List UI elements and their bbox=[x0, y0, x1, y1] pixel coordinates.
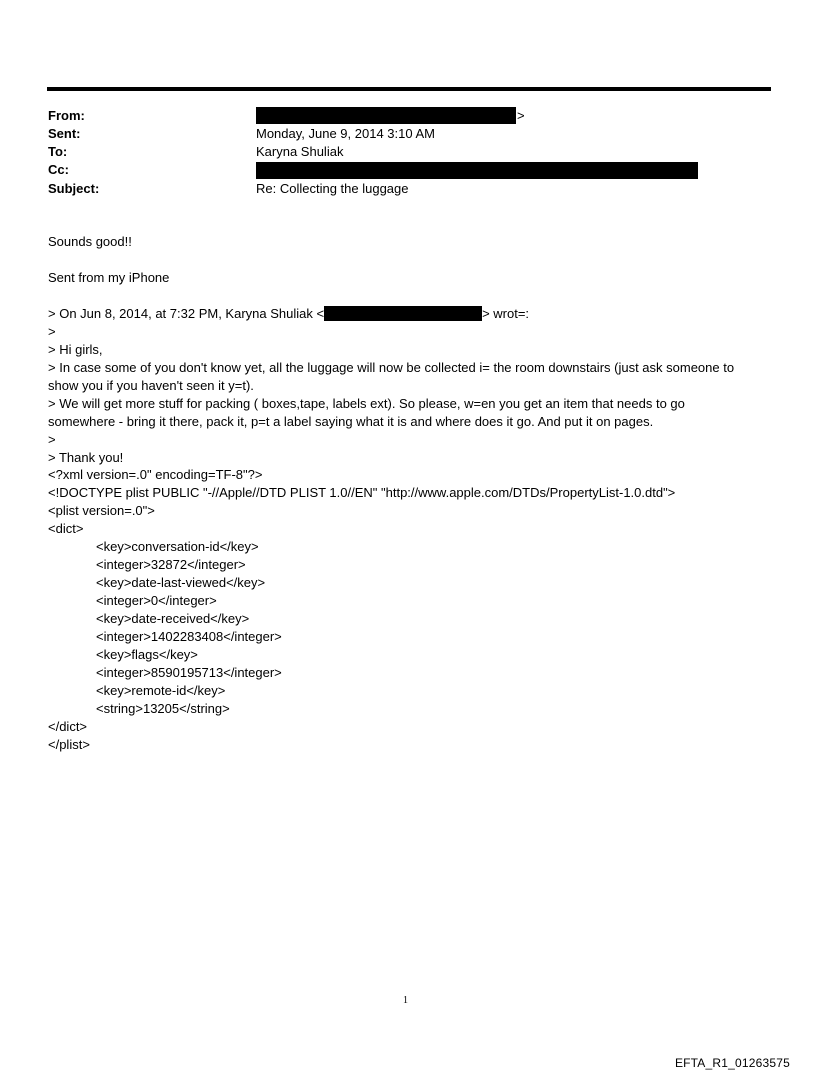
quote-blank-2: > bbox=[48, 432, 56, 447]
quote-intro bbox=[48, 306, 529, 321]
plist-entry: <key>date-last-viewed</key> bbox=[96, 575, 266, 590]
plist-entry: <string>13205</string> bbox=[96, 701, 230, 716]
plist-entry: <key>flags</key> bbox=[96, 647, 198, 662]
from-label: From: bbox=[48, 108, 85, 123]
quote-greeting: > Hi girls, bbox=[48, 342, 103, 357]
plist-xml-declaration: <?xml version=.0" encoding=TF-8"?> bbox=[48, 467, 263, 482]
plist-entry: <key>remote-id</key> bbox=[96, 683, 226, 698]
top-rule bbox=[47, 87, 771, 91]
to-value: Karyna Shuliak bbox=[256, 144, 344, 159]
from-suffix: > bbox=[517, 108, 525, 123]
body-line-sounds-good: Sounds good!! bbox=[48, 234, 132, 249]
quote-intro-prefix: > On Jun 8, 2014, at 7:32 PM, Karyna Shuliak < bbox=[48, 306, 325, 321]
plist-entry: <integer>1402283408</integer> bbox=[96, 629, 282, 644]
plist-entry: <integer>32872</integer> bbox=[96, 557, 246, 572]
plist-entry: <integer>0</integer> bbox=[96, 593, 217, 608]
bates-number: EFTA_R1_01263575 bbox=[674, 1056, 790, 1070]
body-line-sent-from: Sent from my iPhone bbox=[48, 270, 170, 285]
to-label: To: bbox=[48, 144, 68, 159]
plist-entry: <key>conversation-id</key> bbox=[96, 539, 259, 554]
plist-entry: <integer>8590195713</integer> bbox=[96, 665, 282, 680]
quote-paragraph-2a: > We will get more stuff for packing ( boxes,tape, labels ext). So please, w=en you get an item that needs to go bbox=[48, 396, 685, 411]
cc-redaction bbox=[256, 162, 698, 179]
dict-open: <dict> bbox=[48, 521, 84, 536]
quote-paragraph-1a: > In case some of you don't know yet, all the luggage will now be collected i= the room downstairs (just ask someone to bbox=[48, 360, 735, 375]
plist-doctype: <!DOCTYPE plist PUBLIC "-//Apple//DTD PLIST 1.0//EN" "http://www.apple.com/DTDs/PropertyList-1.0.dtd"> bbox=[48, 485, 676, 500]
plist-entry: <key>date-received</key> bbox=[96, 611, 250, 626]
email-redaction bbox=[324, 306, 482, 321]
sent-label: Sent: bbox=[48, 126, 81, 141]
subject-label: Subject: bbox=[48, 181, 100, 196]
quote-thanks: > Thank you! bbox=[48, 450, 124, 465]
cc-label: Cc: bbox=[48, 162, 69, 177]
subject-value: Re: Collecting the luggage bbox=[256, 181, 409, 196]
dict-close: </dict> bbox=[48, 719, 88, 734]
sent-value: Monday, June 9, 2014 3:10 AM bbox=[256, 126, 435, 141]
quote-paragraph-1b: show you if you haven't seen it y=t). bbox=[48, 378, 254, 393]
quote-intro-suffix: > wrot=: bbox=[482, 306, 530, 321]
quote-blank-1: > bbox=[48, 324, 56, 339]
from-redaction bbox=[256, 107, 516, 124]
plist-open: <plist version=.0"> bbox=[48, 503, 155, 518]
quote-paragraph-2b: somewhere - bring it there, pack it, p=t a label saying what it is and where does it go. And put it on pages. bbox=[48, 414, 654, 429]
page-number: 1 bbox=[403, 995, 408, 1006]
plist-close: </plist> bbox=[48, 737, 90, 752]
